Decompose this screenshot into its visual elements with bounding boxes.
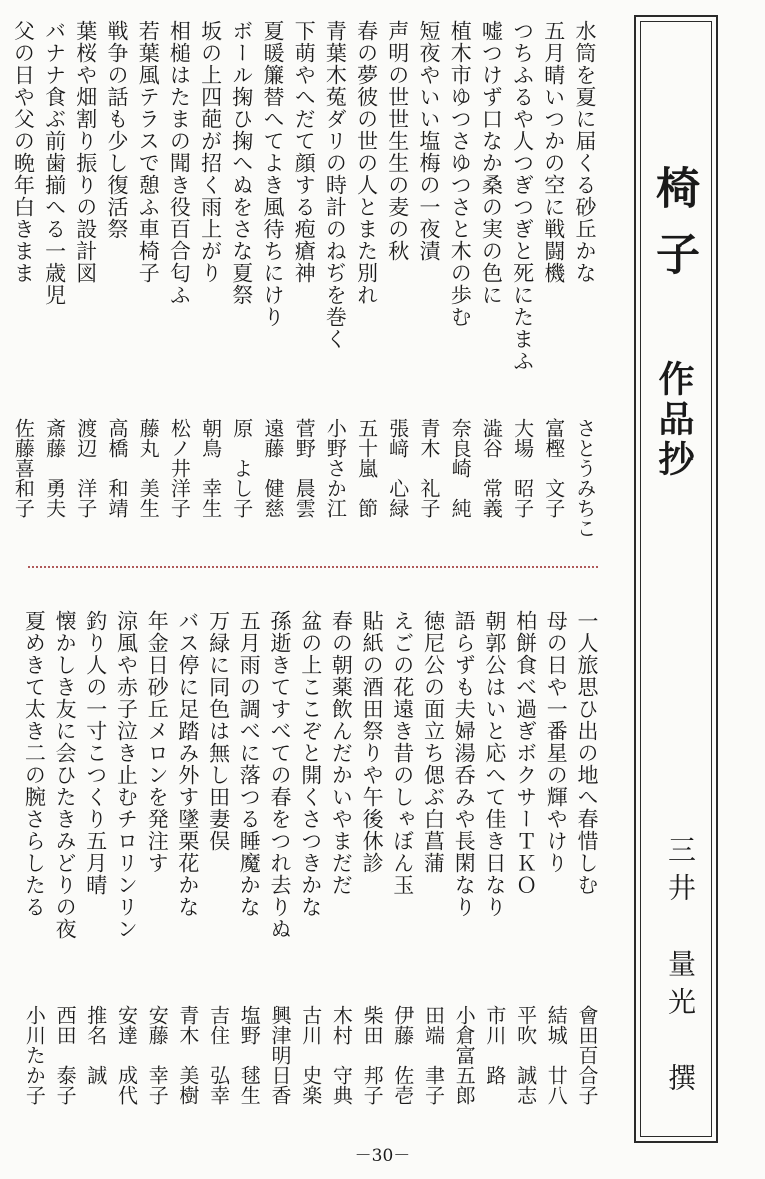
haiku-author: 原 よし子 xyxy=(229,418,254,518)
haiku-text: 水筒を夏に届くる砂丘かな xyxy=(573,20,597,284)
haiku-author: 菅野 晨雲 xyxy=(292,418,317,518)
haiku-text: 釣り人の一寸こつくり五月晴 xyxy=(83,610,108,896)
haiku-text: 朝郭公はいと応へて佳き日なり xyxy=(482,610,507,918)
haiku-author: 富樫 文子 xyxy=(541,418,566,518)
haiku-author: 塩野 毬生 xyxy=(237,1005,262,1105)
haiku-text: 下萌やへだて顔する疱瘡神 xyxy=(292,20,317,284)
haiku-text: 坂の上四葩が招く雨上がり xyxy=(198,20,223,284)
haiku-author: 西田 泰子 xyxy=(53,1005,78,1105)
haiku-author: 五十嵐 節 xyxy=(354,418,379,518)
haiku-author: 伊藤 佐壱 xyxy=(390,1005,415,1105)
haiku-author: 斎藤 勇夫 xyxy=(42,418,67,518)
haiku-text: 万緑に同色は無し田妻俣 xyxy=(206,610,231,852)
haiku-text: 年金日砂丘メロンを発注す xyxy=(145,610,170,874)
haiku-author: 田端 聿子 xyxy=(421,1005,446,1105)
haiku-text: 葉桜や畑割り振りの設計図 xyxy=(73,20,98,284)
haiku-author: 結城 廿八 xyxy=(544,1005,569,1105)
haiku-author: 青木 礼子 xyxy=(417,418,441,518)
haiku-text: 貼紙の酒田祭りや午後休診 xyxy=(360,610,385,874)
haiku-text: 戦争の話も少し復活祭 xyxy=(105,20,129,240)
section-divider xyxy=(28,566,598,568)
haiku-text: 徳尼公の面立ち偲ぶ白菖蒲 xyxy=(421,610,446,874)
haiku-text: ボール掬ひ掬へぬをさな夏祭 xyxy=(229,20,254,306)
haiku-author: 市川 路 xyxy=(482,1005,507,1085)
haiku-text: 語らずも夫婦湯呑みや長閑なり xyxy=(452,610,477,918)
haiku-author: 安達 成代 xyxy=(114,1005,139,1105)
haiku-text: 懐かしき友に会ひたきみどりの夜 xyxy=(53,610,78,940)
haiku-author: 澁谷 常義 xyxy=(479,418,504,518)
haiku-text: バス停に足踏み外す墜栗花かな xyxy=(175,610,200,918)
haiku-text: 春の朝薬飲んだかいやまだだ xyxy=(329,610,354,896)
haiku-text: 涼風や赤子泣き止むチロリンリン xyxy=(114,610,139,940)
haiku-author: 推名 誠 xyxy=(83,1005,108,1085)
haiku-author: 張﨑 心緑 xyxy=(385,418,410,518)
haiku-author: 奈良崎 純 xyxy=(448,418,473,518)
haiku-author: 佐藤喜和子 xyxy=(11,418,36,518)
haiku-author: 吉住 弘幸 xyxy=(206,1005,231,1105)
haiku-author: 柴田 邦子 xyxy=(360,1005,385,1105)
haiku-author: 松ノ井洋子 xyxy=(167,418,192,518)
haiku-text: 柏餅食べ過ぎボクサーＴＫＯ xyxy=(513,610,538,896)
haiku-author: 小倉富五郎 xyxy=(452,1005,477,1105)
haiku-author: 平吹 誠志 xyxy=(513,1005,538,1105)
haiku-text: 母の日や一番星の輝やけり xyxy=(544,610,569,874)
haiku-text: 嘘つけず口なか桑の実の色に xyxy=(479,20,504,306)
page-number: －30－ xyxy=(354,1146,411,1166)
haiku-author: 遠藤 健慈 xyxy=(261,418,285,518)
haiku-text: えごの花遠き昔のしゃぼん玉 xyxy=(390,610,415,896)
haiku-text: 声明の世世生生の麦の秋 xyxy=(385,20,410,262)
haiku-text: 若葉風テラスで憩ふ車椅子 xyxy=(136,20,161,284)
haiku-text: 五月晴いつかの空に戦闘機 xyxy=(541,20,566,284)
haiku-author: さとうみちこ xyxy=(573,418,597,538)
haiku-text: 五月雨の調べに落つる睡魔かな xyxy=(237,610,262,918)
selector-name: 三井 量光 撰 xyxy=(664,835,697,1101)
haiku-author: 古川 史楽 xyxy=(298,1005,323,1105)
haiku-author: 安藤 幸子 xyxy=(145,1005,170,1105)
haiku-text: つちふるや人つぎつぎと死にたまふ xyxy=(510,20,535,372)
haiku-text: 盆の上ここぞと開くさつきかな xyxy=(298,610,323,918)
haiku-author: 木村 守典 xyxy=(329,1005,354,1105)
haiku-text: 夏めきて太き二の腕さらしたる xyxy=(22,610,47,918)
haiku-author: 小川たか子 xyxy=(22,1005,47,1105)
haiku-author: 小野さか江 xyxy=(323,418,348,518)
haiku-author: 藤丸 美生 xyxy=(136,418,161,518)
haiku-text: 父の日や父の晩年白きまま xyxy=(11,20,36,284)
page-title: 椅子 xyxy=(648,165,699,297)
haiku-text: 植木市ゆつさゆつさと木の歩む xyxy=(448,20,473,328)
haiku-author: 大場 昭子 xyxy=(510,418,535,518)
haiku-author: 高橋 和靖 xyxy=(105,418,129,518)
haiku-text: 春の夢彼の世の人とまた別れ xyxy=(354,20,379,306)
haiku-text: 青葉木菟ダリの時計のねぢを巻く xyxy=(323,20,348,350)
haiku-author: 青木 美樹 xyxy=(175,1005,200,1105)
page-subtitle: 作品抄 xyxy=(653,360,695,480)
haiku-author: 會田百合子 xyxy=(575,1005,599,1105)
haiku-text: 夏暖簾替へてよき風待ちにけり xyxy=(261,20,285,328)
haiku-author: 興津明日香 xyxy=(268,1005,292,1105)
haiku-text: 孫逝きてすべての春をつれ去りぬ xyxy=(268,610,292,940)
haiku-author: 朝鳥 幸生 xyxy=(198,418,223,518)
haiku-text: バナナ食ぶ前歯揃へる一歳児 xyxy=(42,20,67,306)
haiku-text: 短夜やいい塩梅の一夜漬 xyxy=(417,20,441,262)
haiku-text: 一人旅思ひ出の地へ春惜しむ xyxy=(575,610,599,896)
haiku-author: 渡辺 洋子 xyxy=(73,418,98,518)
haiku-text: 相槌はたまの聞き役百合匂ふ xyxy=(167,20,192,306)
